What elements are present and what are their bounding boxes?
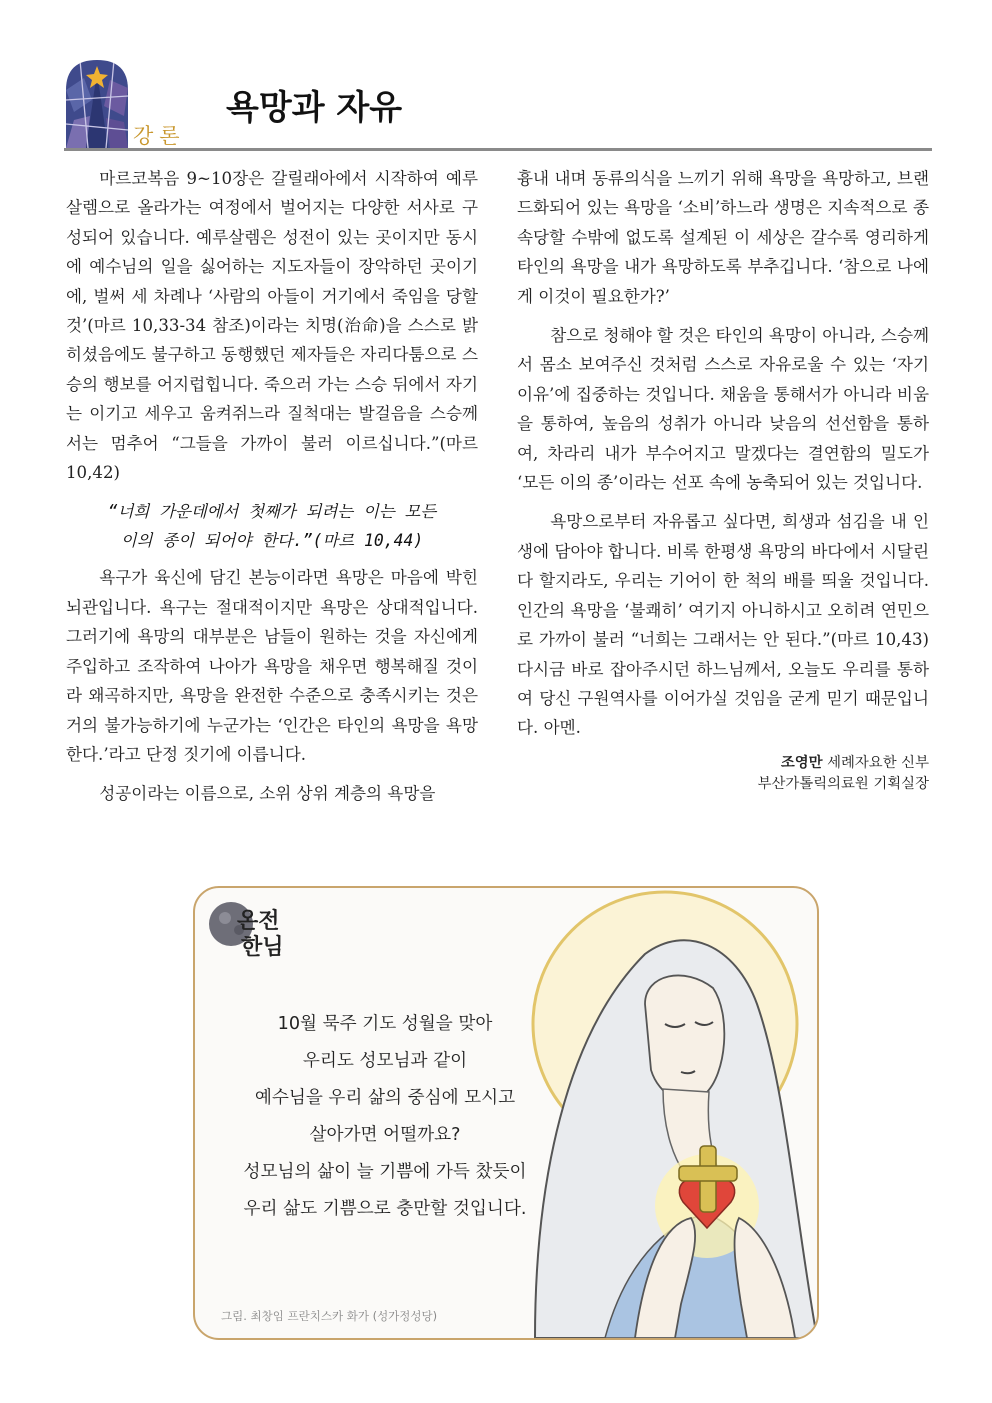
author-role: 세례자요한 신부	[822, 754, 929, 771]
paragraph: 성공이라는 이름으로, 소위 상위 계층의 욕망을	[99, 784, 436, 804]
scripture-quote	[66, 497, 478, 555]
card-line: 우리도 성모님과 같이	[302, 1051, 468, 1071]
paragraph: 흉내 내며 동류의식을 느끼기 위해 욕망을 욕망하고, 브랜드화되어 있는 욕망을 ‘소비’하느라 생명은 지속적으로 종속당할 수밖에 없도록 설계된 이 세상은 갈수록 영리하게 타인의 욕망을 내가 욕망하도록 부추깁니다. ‘참으로 나에게 이것이 필요한가?’	[517, 169, 929, 306]
right-column	[517, 164, 929, 795]
section-label: 강론	[133, 124, 186, 148]
paragraph: 마르코복음 9~10장은 갈릴래아에서 시작하여 예루살렘으로 올라가는 여정에서 벌어지는 다양한 서사로 구성되어 있습니다. 예루살렘은 성전이 있는 곳이지만 동시에 예수님의 일을 싫어하는 지도자들이 장악하던 곳이기에, 벌써 세 차례나 ‘사람의 아들이 거기에서 죽임을 당할 것’(마르 10,33-34 참조)이라는 치명(治命)을 스스로 밝히셨음에도 불구하고 동행했던 제자들은 자리다툼으로 스승의 행보를 어지럽힙니다. 죽으러 가는 스승 뒤에서 자기는 이기고 세우고 움켜쥐느라 질척대는 발걸음을 스승께서는 멈추어 “그들을 가까이 불러 이르십니다.”(마르 10,42)	[66, 169, 478, 483]
card-line: 성모님의 삶이 늘 기쁨에 가득 찼듯이	[243, 1162, 527, 1182]
left-column	[66, 164, 478, 819]
paragraph: 욕망으로부터 자유롭고 싶다면, 희생과 섬김을 내 인생에 담아야 합니다. 비록 한평생 욕망의 바다에서 시달린다 할지라도, 우리는 기어이 한 척의 배를 띄울 것입니다. 인간의 욕망을 ‘불쾌히’ 여기지 아니하시고 오히려 연민으로 가까이 불러 “너희는 그래서는 안 된다.”(마르 10,43) 다시금 바로 잡아주시던 하느님께서, 오늘도 우리를 통하여 당신 구원역사를 이어가실 것임을 굳게 믿기 때문입니다. 아멘.	[517, 512, 929, 738]
author-affiliation: 부산가톨릭의료원 기획실장	[757, 775, 929, 792]
card-line: 10월 묵주 기도 성월을 맞아	[277, 1014, 493, 1034]
mary-illustration-icon	[495, 886, 817, 1338]
illustration-card	[193, 886, 819, 1340]
logo-text: 한님	[241, 935, 284, 960]
card-line: 우리 삶도 기쁨으로 충만할 것입니다.	[243, 1199, 527, 1219]
header-divider	[64, 148, 932, 151]
quote-line: 이의 종이 되어야 한다.”(마르 10,44)	[120, 531, 424, 551]
card-line: 예수님을 우리 삶의 중심에 모시고	[254, 1088, 516, 1108]
page-title: 욕망과 자유	[226, 88, 403, 128]
author-name: 조영만	[780, 754, 823, 771]
logo-text: 온전	[237, 909, 280, 934]
quote-line: “너희 가운데에서 첫째가 되려는 이는 모든	[107, 502, 437, 522]
card-line: 살아가면 어떨까요?	[309, 1125, 461, 1145]
author-signature	[517, 753, 929, 795]
paragraph: 욕구가 육신에 담긴 본능이라면 욕망은 마음에 박힌 뇌관입니다. 욕구는 절대적이지만 욕망은 상대적입니다. 그러기에 욕망의 대부분은 남들이 원하는 것을 자신에게 주입하고 조작하여 나아가 욕망을 채우면 행복해질 것이라 왜곡하지만, 욕망을 완전한 수준으로 충족시키는 것은 거의 불가능하기에 누군가는 ‘인간은 타인의 욕망을 욕망한다.’라고 단정 짓기에 이릅니다.	[66, 568, 478, 764]
illustration-credit: 그림. 최창임 프란치스카 화가 (성가정성당)	[221, 1309, 438, 1323]
onjeon-hannim-logo-icon	[205, 898, 295, 960]
paragraph: 참으로 청해야 할 것은 타인의 욕망이 아니라, 스승께서 몸소 보여주신 것처럼 스스로 자유로울 수 있는 ‘자기 이유’에 집중하는 것입니다. 채움을 통해서가 아니라 비움을 통하여, 높음의 성취가 아니라 낮음의 선선함을 통하여, 차라리 내가 부수어지고 말겠다는 결연함의 밀도가 ‘모든 이의 종’이라는 선포 속에 농축되어 있는 것입니다.	[517, 326, 930, 493]
stained-glass-logo-icon	[66, 60, 128, 148]
